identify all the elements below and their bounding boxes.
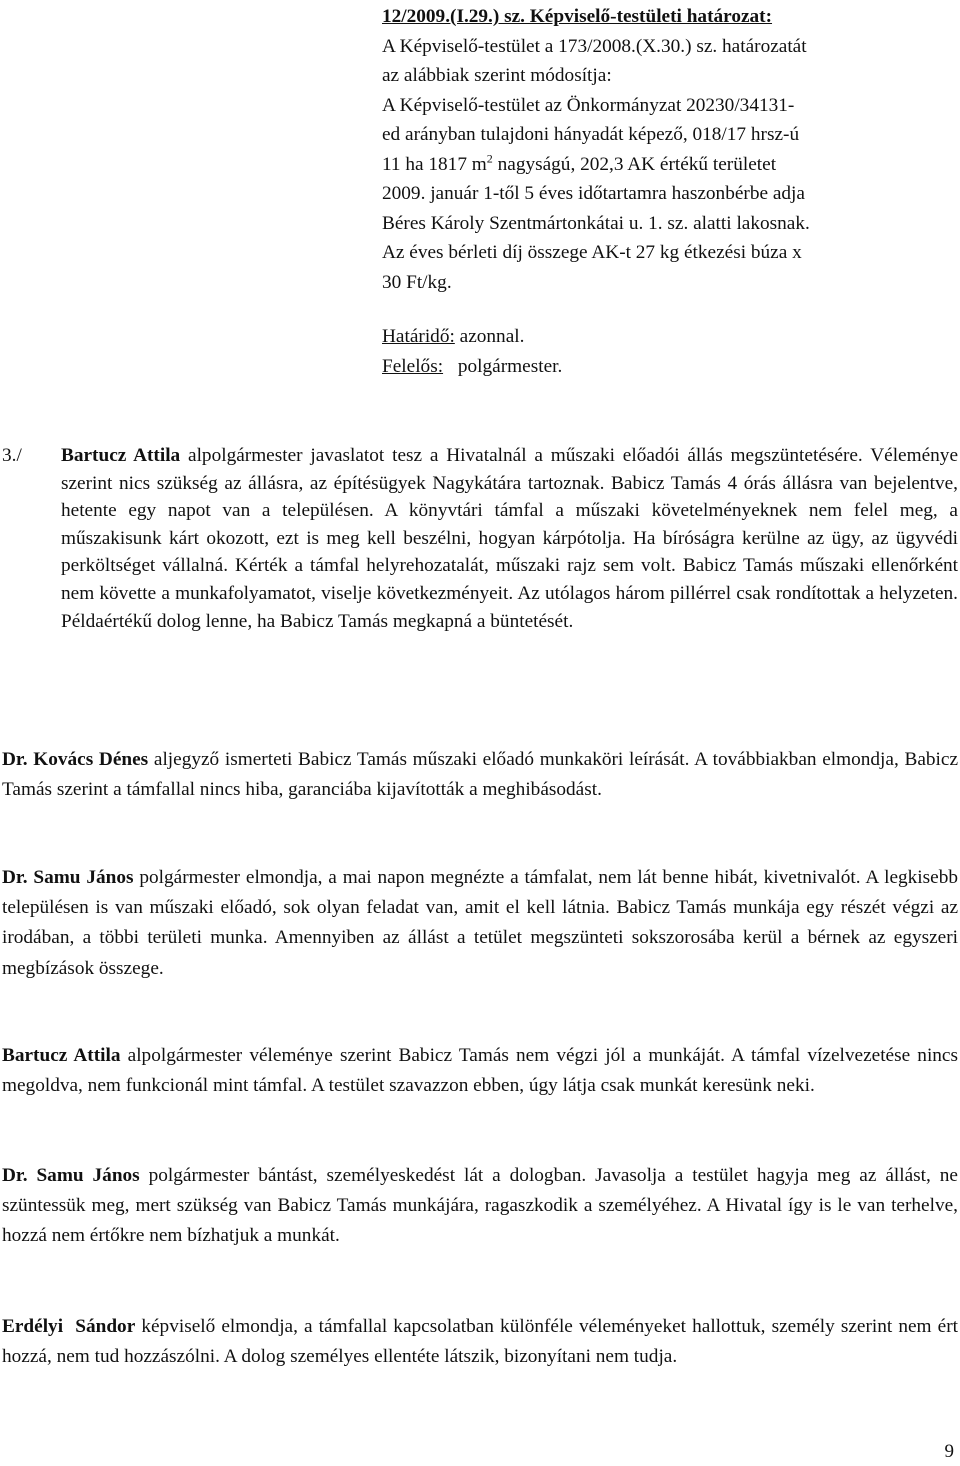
statement-text: alpolgármester javaslatot tesz a Hivatalnál a műszaki előadói állás megszüntetésére. Véleménye szerint nics szükség az állásra, az építésügyek Nagykátára tartoznak. Babicz Tamás 4 órás állásra van bejelentve, hetente egy napot van a településen. A könyvtári támfal a műszaki követelményeknek nem felel meg, a műszakisunk kárt okozott, ezt is meg kell beszélni, hogyan kárpótolja. Ha bíróságra kerülne az ügy, az ügyvédi perköltséget vállalná. Kérték a támfal helyrehozatalát, műszaki rajz sem volt. Babicz Tamás műszaki ellenőrként nem követte a munkafolyamatot, viselje következményeit. Az utólagos három pillérrel csak rondítottak a helyzeten. Példaértékű dolog lenne, ha Babicz Tamás megkapná a büntetését. [61,445,959,632]
deadline-row [382,322,942,352]
resolution-line: 30 Ft/kg. [382,271,452,293]
resolution-line: A Képviselő-testület az Önkormányzat 20230/34131- [382,94,795,116]
speaker-name: Erdélyi Sándor [2,1316,136,1337]
resolution-line: az alábbiak szerint módosítja: [382,65,612,86]
deadline-value: azonnal. [459,326,525,347]
resolution-block [382,2,942,297]
statement-text: polgármester elmondja, a mai napon megnézte a támfalat, nem lát benne hibát, kivetnivalót. A legkisebb településen is van műszaki előadó, sok olyan feladat van, amit el kell látnia. Babicz Tamás munkája egy részét végzi az irodában, a többi területi munka. Amennyiben az állást a tetület megszünteti sokszorosába kerül a bérnek az egyszeri megbízások összege. [2,867,958,979]
speaker-name: Bartucz Attila [61,445,181,466]
resolution-line: ed arányban tulajdoni hányadát képező, 018/17 hrsz-ú [382,124,800,145]
resolution-line: Béres Károly Szentmártonkátai u. 1. sz. alatti lakosnak. [382,212,810,234]
minutes-paragraph [2,1041,958,1101]
speaker-name: Dr. Kovács Dénes [2,749,149,770]
responsible-label: Felelős: [382,356,444,377]
minutes-paragraph [2,1161,958,1252]
statement-text: aljegyző ismerteti Babicz Tamás műszaki előadó munkaköri leírását. A továbbiakban elmondja, Babicz Tamás szerint a támfallal nincs hiba, garanciába kijavították a meghibásodást. [2,749,959,801]
statement-text: képviselő elmondja, a támfallal kapcsolatban különféle véleményeket hallottuk, személy szerint nem ért hozzá, nem tud hozzászólni. A dolog személyes ellentéte látszik, bizonyítani nem tudja. [2,1316,958,1368]
resolution-area-line [382,150,942,180]
speaker-name: Bartucz Attila [2,1045,121,1066]
area-text-cont: nagyságú, 202,3 AK értékű területet [492,153,777,175]
speaker-name: Dr. Samu János [2,867,134,888]
minutes-paragraph [2,745,958,805]
statement-text: alpolgármester véleménye szerint Babicz Tamás nem végzi jól a munkáját. A támfal vízelvezetése nincs megoldva, nem funkcionál mint támfal. A testület szavazzon ebben, úgy látja csak munkát keresünk neki. [2,1045,958,1097]
responsible-row [382,352,942,382]
agenda-point-3 [2,442,958,635]
statement-text: polgármester bántást, személyeskedést lát a dologban. Javasolja a testület hagyja meg az állást, ne szüntessük meg, mert szükség van Babicz Tamás munkájára, ragaszkodik a személyéhez. A Hivatal így is le van terhelve, hozzá nem értőkre nem bízhatjuk a munkát. [2,1165,958,1247]
agenda-point-text [61,442,958,635]
agenda-point-number: 3./ [2,445,22,466]
page-number: 9 [944,1441,954,1462]
resolution-title: 12/2009.(I.29.) sz. Képviselő-testületi határozat: [382,6,773,27]
resolution-line: Az éves bérleti díj összege AK-t 27 kg étkezési búza x [382,242,802,263]
deadline-label: Határidő: [382,326,455,347]
minutes-paragraph [2,1312,958,1372]
area-superscript: 2 [486,151,493,166]
area-text: 11 ha 1817 m [382,153,487,175]
minutes-paragraph [2,863,958,984]
resolution-line: 2009. január 1-től 5 éves időtartamra haszonbérbe adja [382,183,805,204]
resolution-line: A Képviselő-testület a 173/2008.(X.30.) sz. határozatát [382,35,807,57]
responsible-value: polgármester. [457,356,563,377]
speaker-name: Dr. Samu János [2,1165,140,1186]
